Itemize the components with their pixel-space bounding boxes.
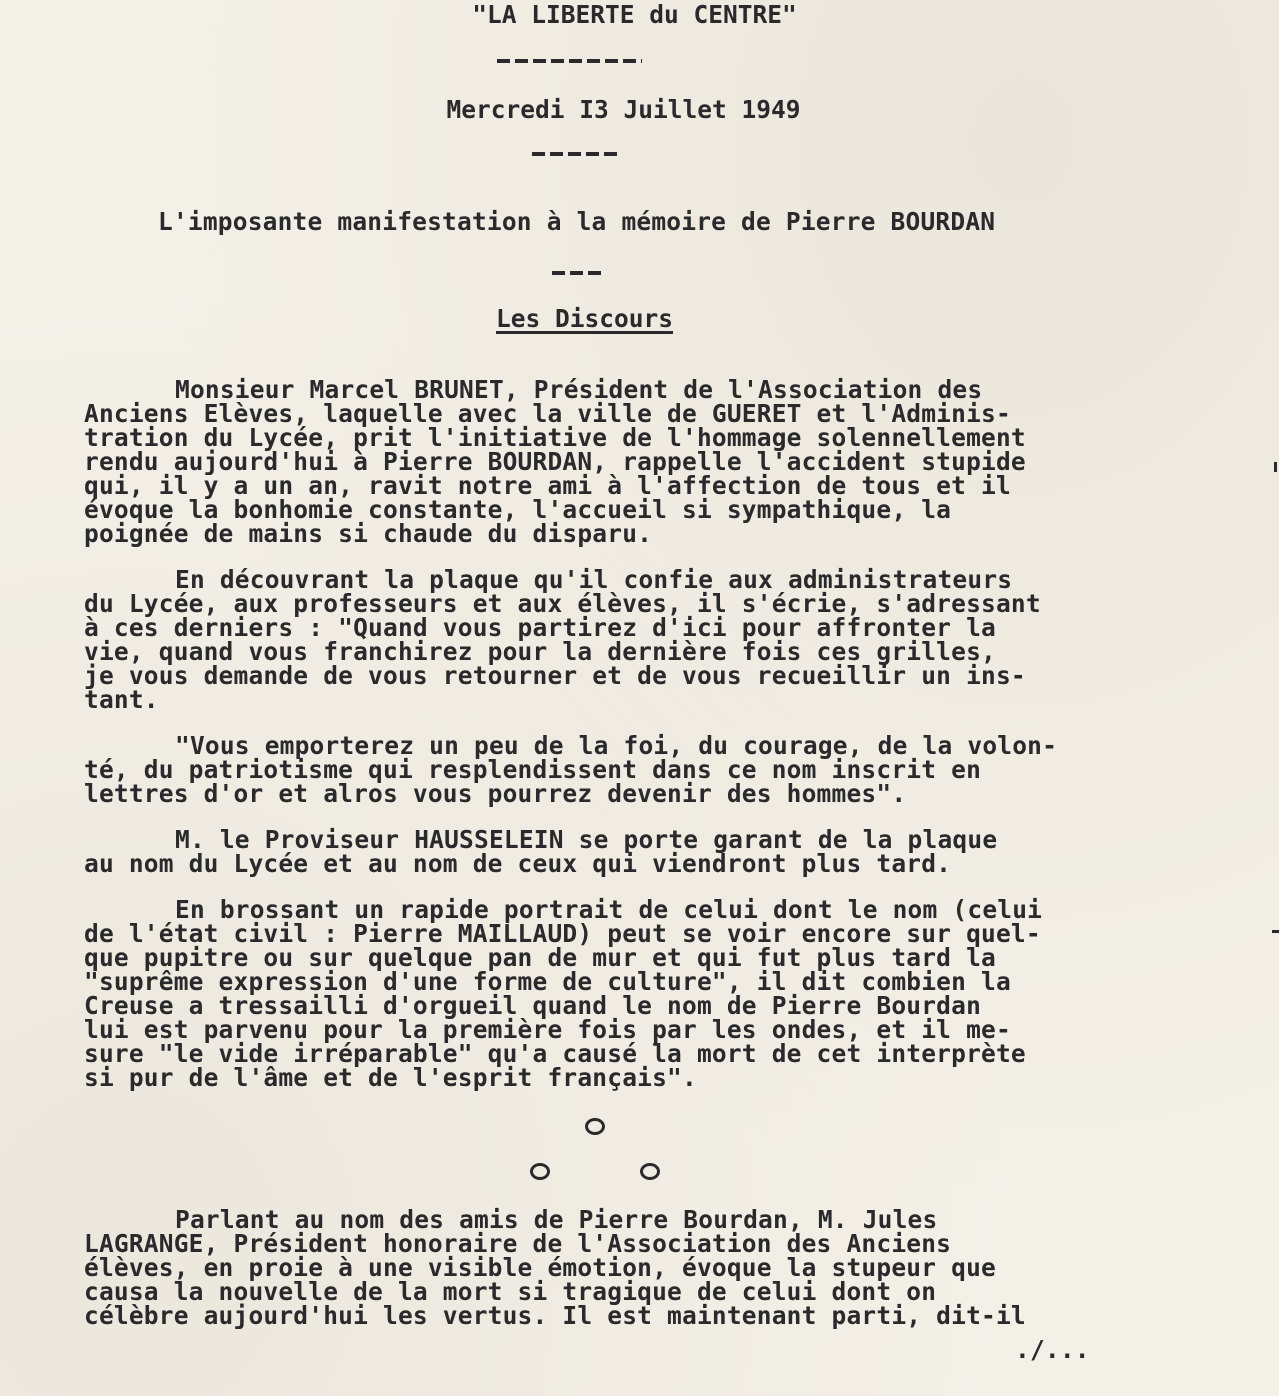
text-line: lettres d'or et alros vous pourrez devenir des hommes". <box>84 779 907 808</box>
article-headline: L'imposante manifestation à la mémoire de Pierre BOURDAN <box>158 207 996 236</box>
scan-edge-mark <box>1274 462 1277 472</box>
text-line: "suprême expression d'une forme de culture", il dit combien la <box>84 967 1011 996</box>
text-line: qui, il y a un an, ravit notre ami à l'affection de tous et il <box>84 471 1011 500</box>
text-line: je vous demande de vous retourner et de vous recueillir un ins- <box>84 661 1026 690</box>
section-title: Les Discours <box>495 304 673 333</box>
dash-separator-1 <box>497 59 642 63</box>
text-line: que pupitre ou sur quelque pan de mur et qui fut plus tard la <box>84 943 996 972</box>
text-line: M. le Proviseur HAUSSELEIN se porte garant de la plaque <box>175 825 998 854</box>
text-line: célèbre aujourd'hui les vertus. Il est maintenant parti, dit-il <box>84 1301 1026 1330</box>
article-date: Mercredi I3 Juillet 1949 <box>446 95 801 124</box>
text-line: tant. <box>84 685 159 714</box>
ornament-circle <box>530 1163 550 1180</box>
text-line: du Lycée, aux professeurs et aux élèves, il s'écrie, s'adressant <box>84 589 1041 618</box>
text-line: rendu aujourd'hui à Pierre BOURDAN, rappelle l'accident stupide <box>84 447 1026 476</box>
text-line: poignée de mains si chaude du disparu. <box>84 519 653 548</box>
text-line: vie, quand vous franchirez pour la dernière fois ces grilles, <box>84 637 996 666</box>
text-line: sure "le vide irréparable" qu'a causé la mort de cet interprète <box>84 1039 1026 1068</box>
dash-separator-2 <box>532 152 622 156</box>
newspaper-name: "LA LIBERTE du CENTRE" <box>472 0 797 29</box>
text-line: causa la nouvelle de la mort si tragique de celui dont on <box>84 1277 937 1306</box>
text-line: En brossant un rapide portrait de celui dont le nom (celui <box>175 895 1043 924</box>
ornament-circle <box>585 1118 605 1135</box>
text-line: élèves, en proie à une visible émotion, évoque la stupeur que <box>84 1253 996 1282</box>
text-line: si pur de l'âme et de l'esprit français". <box>84 1063 697 1092</box>
continuation-mark: ./... <box>1015 1335 1090 1364</box>
dash-separator-3 <box>552 271 602 275</box>
text-line: Monsieur Marcel BRUNET, Président de l'Association des <box>175 375 983 404</box>
text-line: à ces derniers : "Quand vous partirez d'ici pour affronter la <box>84 613 996 642</box>
text-line: au nom du Lycée et au nom de ceux qui viendront plus tard. <box>84 849 952 878</box>
text-line: Parlant au nom des amis de Pierre Bourdan, M. Jules <box>175 1205 938 1234</box>
text-line: Anciens Elèves, laquelle avec la ville de GUERET et l'Adminis- <box>84 399 1011 428</box>
text-line: lui est parvenu pour la première fois par les ondes, et il me- <box>84 1015 1011 1044</box>
text-line: En découvrant la plaque qu'il confie aux administrateurs <box>175 565 1013 594</box>
text-line: "Vous emporterez un peu de la foi, du courage, de la volon- <box>175 731 1058 760</box>
text-line: LAGRANGE, Président honoraire de l'Association des Anciens <box>84 1229 952 1258</box>
scan-edge-mark <box>1272 930 1279 933</box>
text-line: Creuse a tressailli d'orgueil quand le nom de Pierre Bourdan <box>84 991 982 1020</box>
text-line: évoque la bonhomie constante, l'accueil si sympathique, la <box>84 495 952 524</box>
ornament-circle <box>640 1163 660 1180</box>
text-line: tration du Lycée, prit l'initiative de l'hommage solennellement <box>84 423 1026 452</box>
text-line: de l'état civil : Pierre MAILLAUD) peut se voir encore sur quel- <box>84 919 1041 948</box>
text-line: té, du patriotisme qui resplendissent dans ce nom inscrit en <box>84 755 982 784</box>
